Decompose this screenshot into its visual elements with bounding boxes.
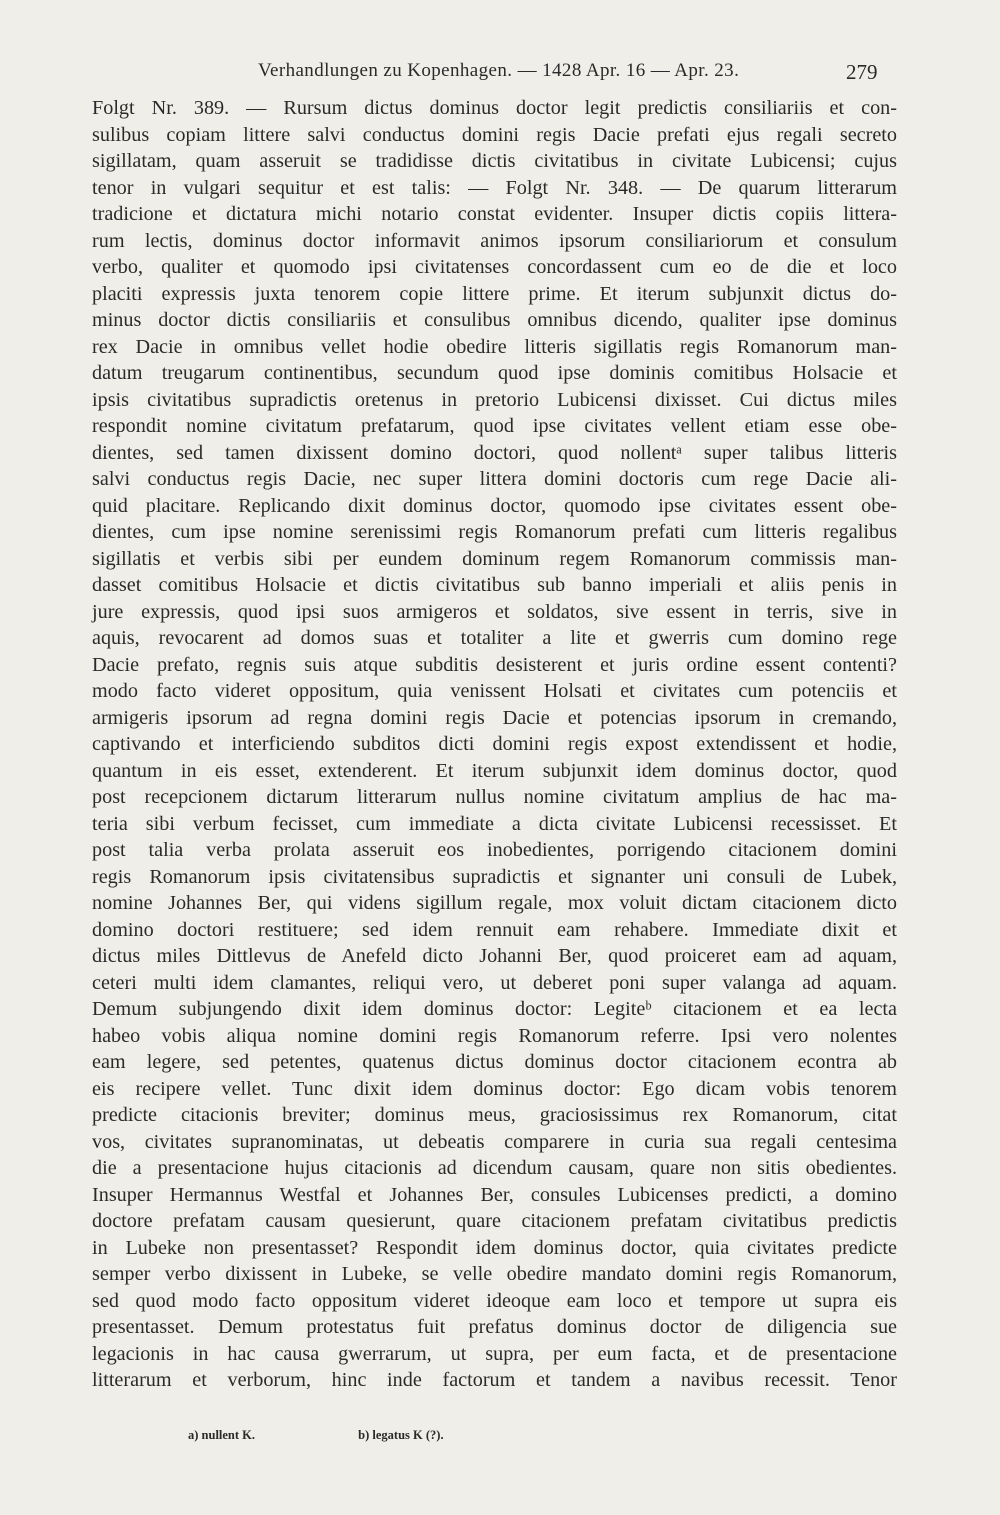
text-line: Folgt Nr. 389. — Rursum dictus dominus doctor legit predictis consiliariis et con- xyxy=(92,97,897,119)
text-line: dasset comitibus Holsacie et dictis civitatibus sub banno imperiali et aliis penis in xyxy=(92,574,897,596)
footnotes xyxy=(188,1428,444,1443)
text-line: in Lubeke non presentasset? Respondit idem dominus doctor, quia civitates predicte xyxy=(92,1236,897,1259)
running-header: Verhandlungen zu Kopenhagen. — 1428 Apr. 16 — Apr. 23. xyxy=(258,60,740,81)
text-line: modo facto videret oppositum, quia venissent Holsati et civitates cum potenciis et xyxy=(92,680,897,702)
text-line: legacionis in hac causa gwerrarum, ut supra, per eum facta, et de presentacione xyxy=(92,1342,897,1365)
text-line: post recepcionem dictarum litterarum nullus nomine civitatum amplius de hac ma- xyxy=(92,786,897,808)
text-line: tradicione et dictatura michi notario constat evidenter. Insuper dictis copiis littera- xyxy=(92,203,897,225)
text-line: dictus miles Dittlevus de Anefeld dicto Johanni Ber, quod proiceret eam ad aquam, xyxy=(92,945,897,967)
text-line: regis Romanorum ipsis civitatensibus supradictis et signanter uni consuli de Lubek, xyxy=(92,865,897,888)
text-line: tenor in vulgari sequitur et est talis: — Folgt Nr. 348. — De quarum litterarum xyxy=(92,176,897,199)
text-line: predicte citacionis breviter; dominus meus, graciosissimus rex Romanorum, citat xyxy=(92,1104,897,1126)
text-line: sigillatis et verbis sibi per eundem dominum regem Romanorum commissis man- xyxy=(92,547,897,570)
text-line: jure expressis, quod ipsi suos armigeros et soldatos, sive essent in terris, sive in xyxy=(92,600,897,623)
text-line: respondit nomine civitatum prefatarum, quod ipse civitates vellent etiam esse obe- xyxy=(92,415,897,437)
text-line: quantum in eis esset, extenderent. Et iterum subjunxit idem dominus doctor, quod xyxy=(92,759,897,782)
text-line: teria sibi verbum fecisset, cum immediate a dicta civitate Lubicensi recessisset. Et xyxy=(92,812,897,835)
text-line: sulibus copiam littere salvi conductus domini regis Dacie prefati ejus regali secreto xyxy=(92,123,897,146)
text-line: Insuper Hermannus Westfal et Johannes Ber, consules Lubicenses predicti, a domino xyxy=(92,1183,897,1206)
text-line: datum treugarum continentibus, secundum quod ipse dominis comitibus Holsacie et xyxy=(92,362,897,384)
text-line: ipsis civitatibus supradictis oretenus in pretorio Lubicensi dixisset. Cui dictus miles xyxy=(92,388,897,411)
text-line: captivando et interficiendo subditos dicti domini regis expost extendissent et hodie, xyxy=(92,733,897,755)
text-line: sigillatam, quam asseruit se tradidisse dictis civitatibus in civitate Lubicensi; cujus xyxy=(92,150,897,172)
text-line: ceteri multi idem clamantes, reliqui vero, ut deberet poni super valanga ad aquam. xyxy=(92,971,897,994)
text-line: rex Dacie in omnibus vellet hodie obedire litteris sigillatis regis Romanorum man- xyxy=(92,335,897,358)
text-line: litterarum et verborum, hinc inde factorum et tandem a navibus recessit. Tenor xyxy=(92,1369,897,1391)
text-line: post talia verba prolata asseruit eos inobedientes, porrigendo citacionem domini xyxy=(92,839,897,861)
text-line: vos, civitates supranominatas, ut debeatis comparere in curia sua regali centesima xyxy=(92,1130,897,1153)
text-line: verbo, qualiter et quomodo ipsi civitatenses concordassent cum eo de die et loco xyxy=(92,256,897,278)
text-line: salvi conductus regis Dacie, nec super littera domini doctoris cum rege Dacie ali- xyxy=(92,468,897,490)
page-number: 279 xyxy=(846,60,878,84)
text-line: Dacie prefato, regnis suis atque subditis desisterent et juris ordine essent contenti? xyxy=(92,653,897,676)
text-line: presentasset. Demum protestatus fuit prefatus dominus doctor de diligencia sue xyxy=(92,1316,897,1338)
text-line: dientes, sed tamen dixissent domino doctori, quod nollentᵃ super talibus litteris xyxy=(92,441,897,464)
text-line: placiti expressis juxta tenorem copie littere prime. Et iterum subjunxit dictus do- xyxy=(92,282,897,305)
text-line: domino doctori restituere; sed idem rennuit eam rehabere. Immediate dixit et xyxy=(92,918,897,941)
text-line: aquis, revocarent ad domos suas et totaliter a lite et gwerris cum domino rege xyxy=(92,627,897,649)
text-line: nomine Johannes Ber, qui videns sigillum regale, mox voluit dictam citacionem dicto xyxy=(92,892,897,914)
text-line: eam legere, sed petentes, quatenus dictus dominus doctor citacionem econtra ab xyxy=(92,1051,897,1073)
text-line: die a presentacione hujus citacionis ad dicendum causam, quare non sitis obedientes. xyxy=(92,1157,897,1179)
text-line: semper verbo dixissent in Lubeke, se velle obedire mandato domini regis Romanorum, xyxy=(92,1263,897,1285)
text-line: quid placitare. Replicando dixit dominus doctor, quomodo ipse civitates essent obe- xyxy=(92,494,897,517)
text-line: habeo vobis aliqua nomine domini regis Romanorum referre. Ipsi vero nolentes xyxy=(92,1024,897,1047)
text-line: doctore prefatam causam quesierunt, quare citacionem prefatam civitatibus predictis xyxy=(92,1210,897,1232)
footnote-a: a) nullent K. xyxy=(188,1428,256,1442)
text-line: rum lectis, dominus doctor informavit animos ipsorum consiliariorum et consulum xyxy=(92,229,897,252)
footnote-b: b) legatus K (?). xyxy=(358,1428,444,1442)
text-line: armigeris ipsorum ad regna domini regis Dacie et potencias ipsorum in cremando, xyxy=(92,706,897,729)
text-line: Demum subjungendo dixit idem dominus doctor: Legiteᵇ citacionem et ea lecta xyxy=(92,998,897,1020)
text-line: sed quod modo facto oppositum videret ideoque eam loco et tempore ut supra eis xyxy=(92,1289,897,1312)
body-text xyxy=(92,95,897,1394)
text-line: dientes, cum ipse nomine serenissimi regis Romanorum prefati cum litteris regalibus xyxy=(92,521,897,543)
text-line: minus doctor dictis consiliariis et consulibus omnibus dicendo, qualiter ipse dominus xyxy=(92,309,897,331)
text-line: eis recipere vellet. Tunc dixit idem dominus doctor: Ego dicam vobis tenorem xyxy=(92,1077,897,1100)
